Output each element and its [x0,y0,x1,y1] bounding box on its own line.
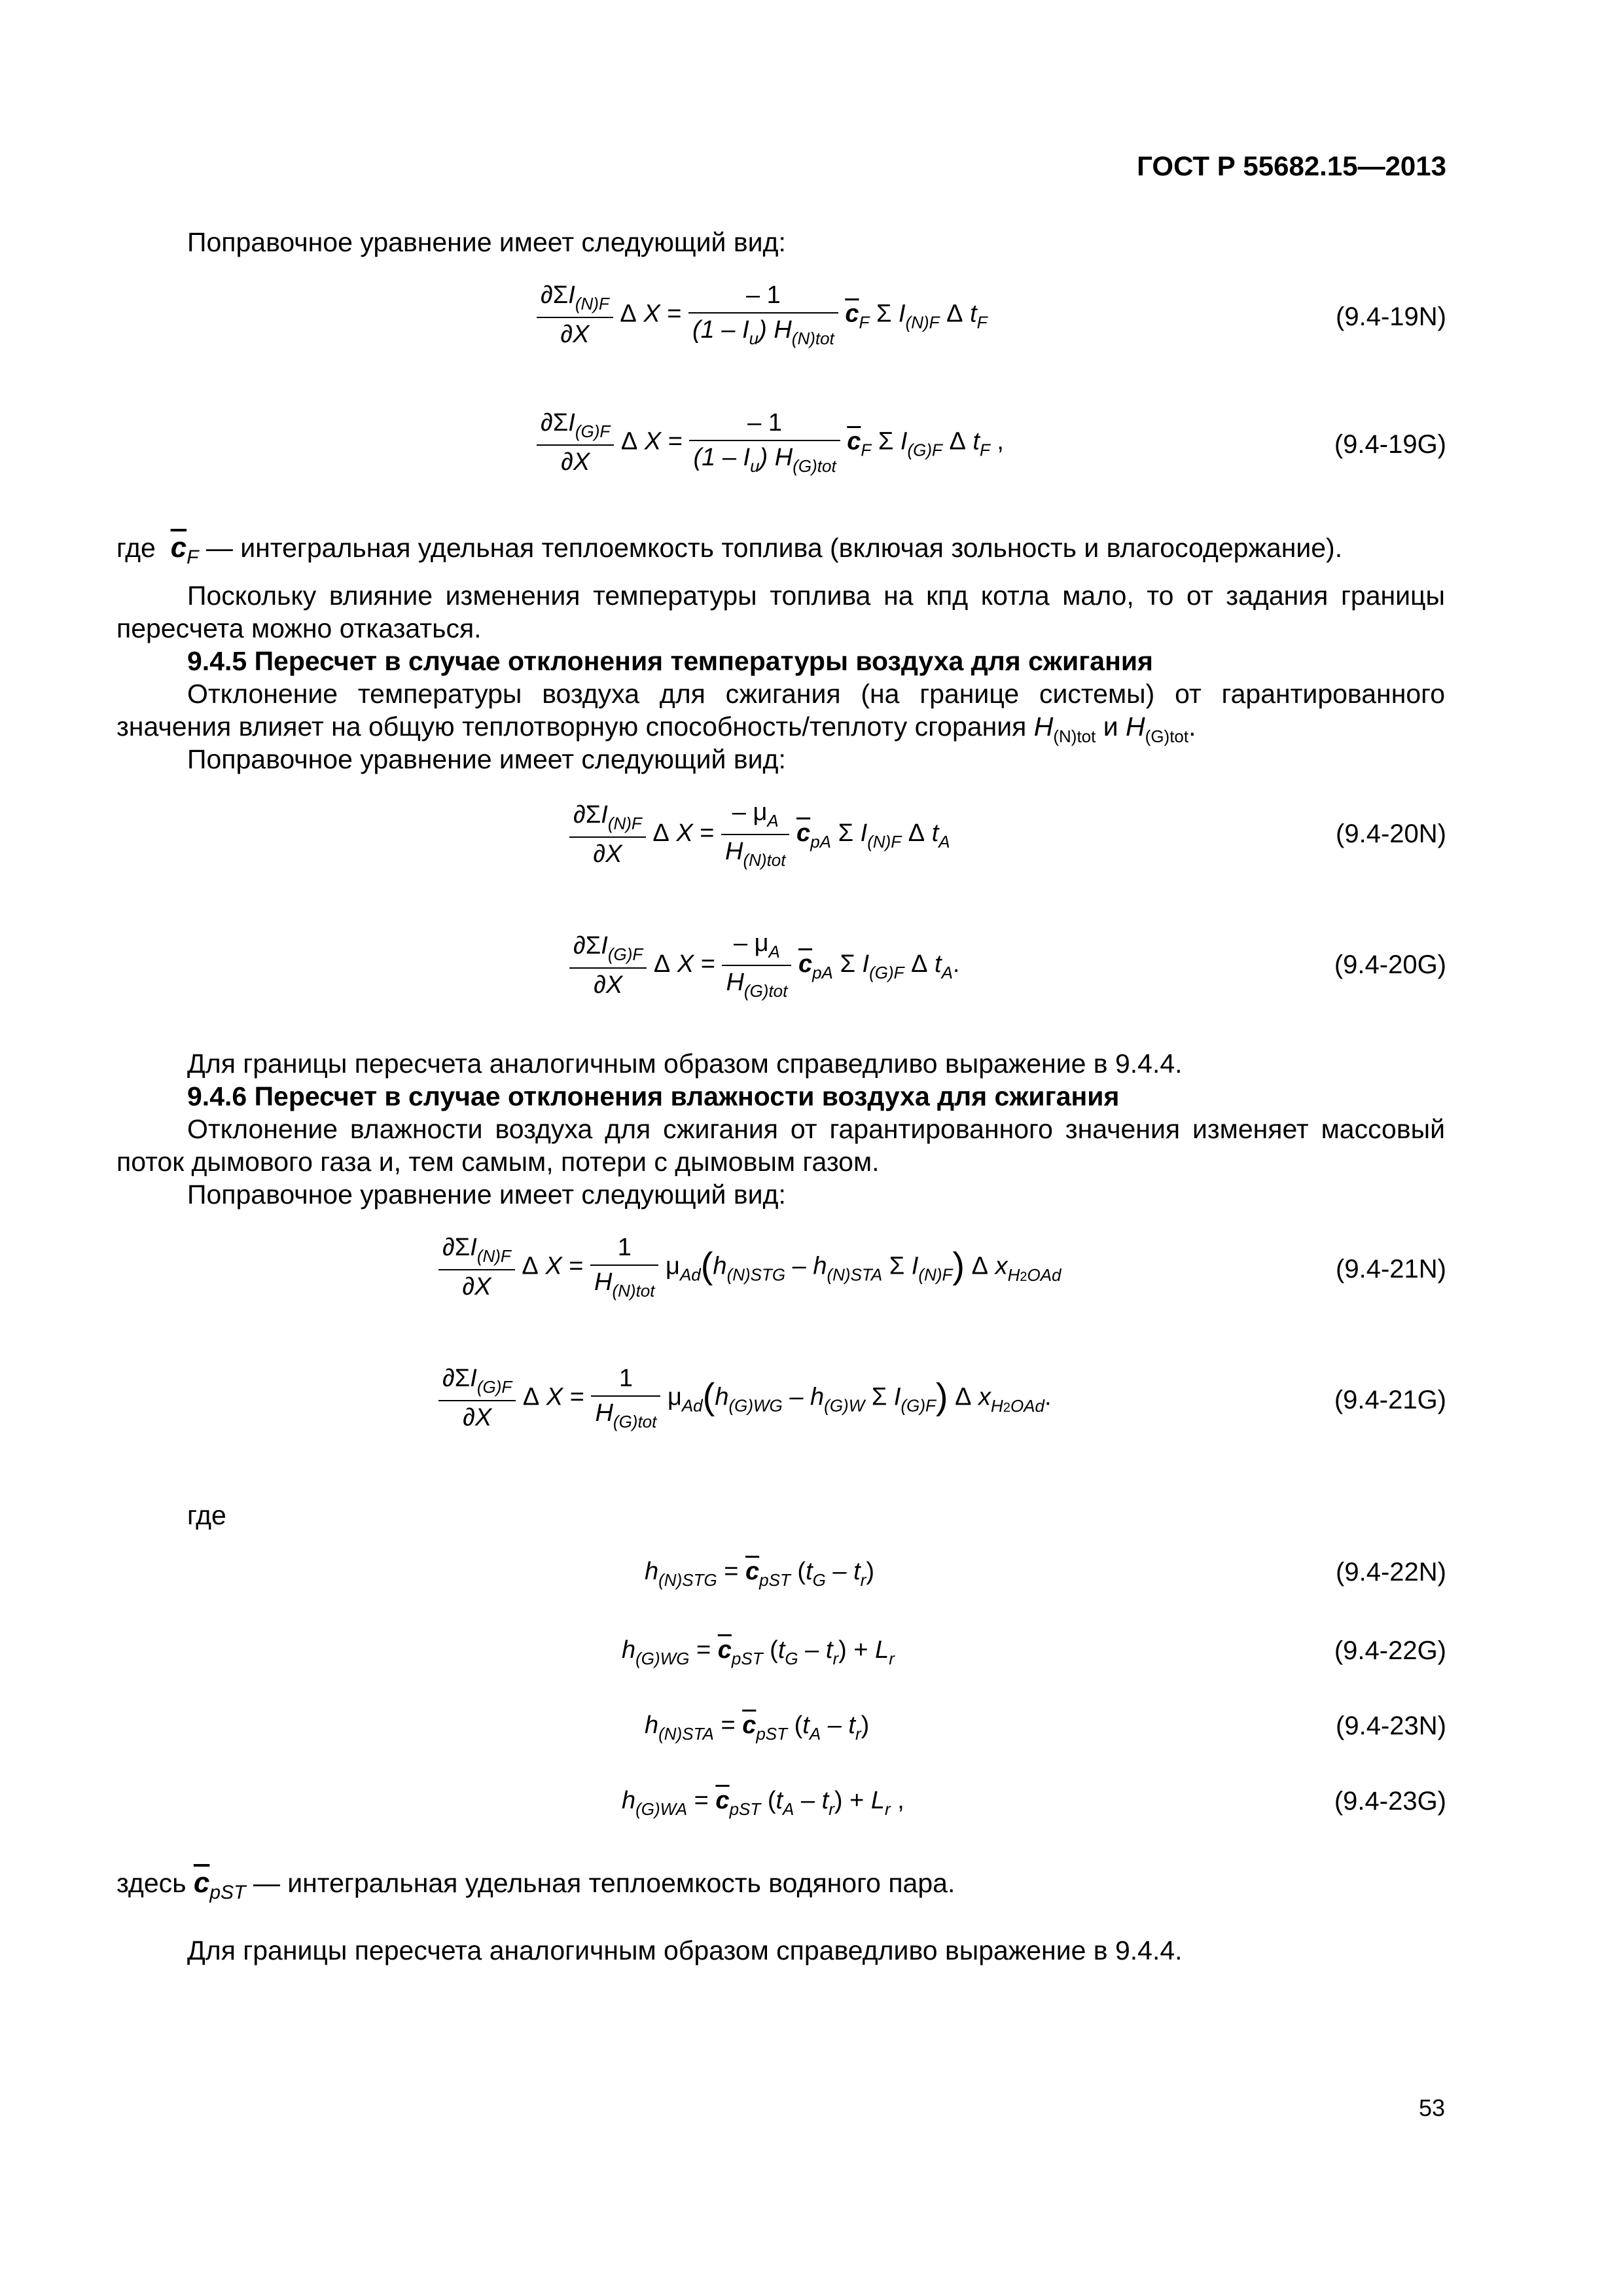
equation-number: (9.4-22G) [1334,1636,1446,1665]
equation-number: (9.4-20G) [1334,950,1446,979]
equation-22g: $h_{(G)WG} = \overline{c}_{pST}$ $(t_G - t_r) + L_r$ (9.4-22G) [622,1636,1446,1668]
equation-21n: $\frac{\partial\Sigma I_{(N)F}}{\partial X}$ Δ X = $\frac{1}{H_{(N)tot}}$ $\mu_{Ad}(h_{(N)STG} - h_{(N)STA}$ Σ $I_{(N)F}$) Δ $x_{H2OAd}$ (9.4-21N) [0,1234,1623,1319]
equation-number: (9.4-20N) [1336,819,1446,848]
page-number: 53 [1418,2094,1445,2121]
equation-number: (9.4-22N) [1336,1558,1446,1587]
equation-number: (9.4-21N) [1336,1255,1446,1283]
equation-number: (9.4-23G) [1334,1787,1446,1816]
equation-19g: $\frac{\partial\Sigma I_{(G)F}}{\partial X}$ Δ X = $\frac{- 1}{(1 - I_u) H_{(G)tot}}$ $\overline{c}_F$ Σ $I_{(G)F}$ Δ $t_F$ , (9.4-19G) [0,409,1623,494]
equation-22n: $h_{(N)STG} = \overline{c}_{pST}$ $(t_G - t_r)$ (9.4-22N) [645,1558,1446,1590]
paragraph: Отклонение температуры воздуха для сжигания (на границе системы) от гарантированного значения влияет на общую теплотворную способность/теплоту сгорания $H_{(N)tot}$ и $H_{(G)tot}$. [116,679,1445,747]
equation-23g: $h_{(G)WA} = \overline{c}_{pST}$ $(t_A - t_r) + L_r$ , (9.4-23G) [622,1787,1446,1819]
equation-number: (9.4-23N) [1336,1712,1446,1740]
equation-23n: $h_{(N)STA} = \overline{c}_{pST}$ $(t_A - t_r)$ (9.4-23N) [645,1712,1446,1744]
paragraph: Поправочное уравнение имеет следующий вид: [187,227,786,257]
equation-19n: $\frac{\partial\Sigma I_{(N)F}}{\partial X}$ Δ X = $\frac{- 1}{(1 - I_u) H_{(N)tot}}$ $\overline{c}_F$ Σ $I_{(N)F}$ Δ $t_F$ (9.4-19N) [0,281,1623,367]
equation-number: (9.4-19G) [1334,430,1446,459]
paragraph: Отклонение влажности воздуха для сжигания от гарантированного значения изменяет массовый поток дымового газа и, тем самым, потери с дымовым газом. [116,1114,1445,1177]
equation-20g: $\frac{\partial\Sigma I_{(G)F}}{\partial X}$ Δ X = $\frac{- \mu_A}{H_{(G)tot}}$ $\overline{c}_{pA}$ Σ $I_{(G)F}$ Δ $t_A$. (9.4-20G) [0,929,1623,1014]
paragraph: Для границы пересчета аналогичным образом справедливо выражение в 9.4.4. [187,1935,1183,1965]
paragraph: где $\overline{c}_F$ — интегральная удельная теплоемкость топлива (включая зольность и влагосодержание). [116,531,1343,568]
equation-21g: $\frac{\partial\Sigma I_{(G)F}}{\partial X}$ Δ X = $\frac{1}{H_{(G)tot}}$ $\mu_{Ad}(h_{(G)WG} - h_{(G)W}$ Σ $I_{(G)F}$) Δ $x_{H2OAd}$. (9.4-21G) [0,1365,1623,1450]
equation-20n: $\frac{\partial\Sigma I_{(N)F}}{\partial X}$ Δ X = $\frac{- \mu_A}{H_{(N)tot}}$ $\overline{c}_{pA}$ Σ $I_{(N)F}$ Δ $t_A$ (9.4-20N) [0,798,1623,884]
equation-number: (9.4-21G) [1334,1386,1446,1414]
paragraph: Для границы пересчета аналогичным образом справедливо выражение в 9.4.4. [187,1049,1183,1079]
standard-header: ГОСТ Р 55682.15—2013 [1137,151,1446,181]
equation-number: (9.4-19N) [1336,302,1446,331]
paragraph: где [187,1500,226,1530]
paragraph: Поправочное уравнение имеет следующий вид: [187,1179,786,1210]
paragraph: Поправочное уравнение имеет следующий вид: [187,744,786,774]
section-heading: 9.4.5 Пересчет в случае отклонения температуры воздуха для сжигания [187,646,1153,676]
paragraph: здесь $\overline{c}_{pST}$ — интегральная удельная теплоемкость водяного пара. [116,1867,955,1903]
section-heading: 9.4.6 Пересчет в случае отклонения влажности воздуха для сжигания [187,1081,1120,1111]
paragraph: Поскольку влияние изменения температуры топлива на кпд котла мало, то от задания границы пересчета можно отказаться. [116,581,1445,644]
